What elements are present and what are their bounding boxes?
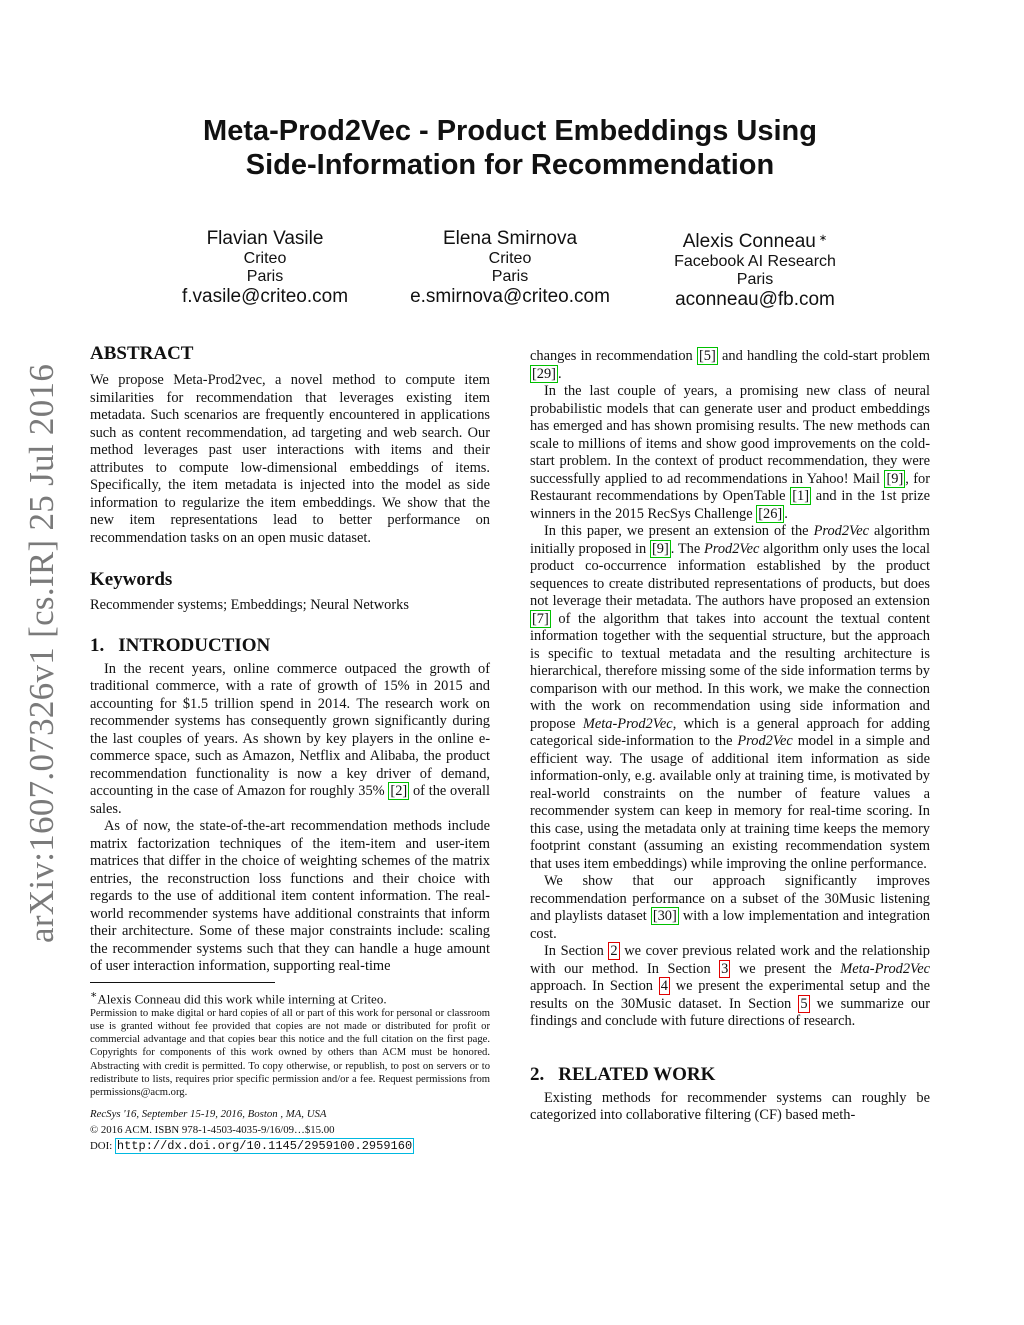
- text-run: In this paper, we present an extension of the: [544, 523, 814, 539]
- intro-paragraph-2: As of now, the state-of-the-art recommendation methods include matrix factorization techniques of the item-item and user-item matrices that differ in the choice of weighting schemes of the matrix entries, the reconstruction loss functions and their choice with regards to the use of additional item content information. The real-world recommender systems have additional constraints that inform their architecture. Some of these major constraints include: scaling the recommender systems such that they can handle a huge amount of user interaction information, supporting real-time: [90, 818, 490, 974]
- keywords-text: Recommender systems; Embeddings; Neural Networks: [90, 597, 409, 613]
- section-link[interactable]: 2: [610, 943, 618, 959]
- text-run: we present the experimental setup and the results on the 30Music dataset. In Section: [530, 978, 930, 1012]
- citation-link[interactable]: [5]: [698, 348, 716, 364]
- left-column: [90, 343, 490, 1154]
- text-run: with a low implementation and integration cost.: [530, 908, 930, 942]
- method-name: Prod2Vec: [813, 523, 870, 539]
- author-email: f.vasile@criteo.com: [181, 286, 349, 307]
- related-work-text: Existing methods for recommender systems can roughly be categorized into collaborative filtering (CF) based meth-: [530, 1089, 930, 1123]
- author-block-3: [630, 228, 880, 311]
- author-affiliation: Facebook AI Research: [674, 253, 836, 270]
- text-run: In the last couple of years, a promising new class of neural probabilistic models that can generate user and product embeddings has emerged and has shown promising results. The new methods can scale to millions of items and show good improvements on the cold-start problem. In the context of product recommendation, they were successfully applied to ad recommendations in Yahoo! Mail: [530, 383, 930, 487]
- paper-title: [150, 114, 870, 182]
- doi-link[interactable]: http://dx.doi.org/10.1145/2959100.2959160: [116, 1139, 413, 1154]
- author-affiliation: Criteo: [488, 250, 532, 267]
- author-name: Flavian Vasile: [206, 228, 324, 249]
- text-run: and handling the cold-start problem: [717, 348, 930, 364]
- author-block-2: [385, 228, 635, 308]
- author-affiliation: Criteo: [243, 250, 287, 267]
- author-city: Paris: [736, 271, 774, 288]
- related-work-heading: [530, 1064, 930, 1086]
- introduction-heading: [90, 635, 490, 657]
- author-city: Paris: [246, 268, 284, 285]
- text-run: We show that our approach significantly improves recommendation performance on a subset of the 30Music listening and playlists dataset: [530, 873, 930, 924]
- citation-link[interactable]: [7]: [532, 610, 549, 627]
- author-email: aconneau@fb.com: [675, 289, 835, 310]
- section-link[interactable]: 5: [800, 995, 808, 1012]
- text-run: , for Restaurant recommendations by OpenTable: [530, 470, 931, 504]
- text-run: of the overall sales.: [90, 783, 490, 817]
- method-name: Meta-Prod2Vec: [582, 715, 673, 732]
- citation-link[interactable]: [30]: [652, 908, 677, 924]
- right-column: [530, 348, 930, 1125]
- text-run: we cover previous related work and the relationship with our method. In Section: [530, 943, 930, 977]
- text-run: we present the: [730, 960, 841, 977]
- text-run: . The: [670, 540, 704, 557]
- method-name: Meta-Prod2Vec: [840, 960, 931, 977]
- conference-info: RecSys '16, September 15-19, 2016, Boston , MA, USA: [90, 1108, 327, 1121]
- keywords-heading: Keywords: [90, 569, 173, 590]
- section-title: INTRODUCTION: [118, 634, 271, 656]
- right-paragraph-1: [530, 348, 930, 383]
- copyright-block: [90, 1106, 490, 1154]
- citation-link[interactable]: [29]: [532, 365, 556, 382]
- section-link[interactable]: 4: [660, 978, 668, 994]
- title-line-2: Side-Information for Recommendation: [245, 149, 775, 181]
- text-run: of the algorithm that takes into account the textual content information together with the sequential structure, but the approach is specific to textual metadata and the resulting architecture is hierarchical, therefore missing some of the side information terms by comparison with our method. In this work, we make the connection with the work on recommendation using side information and propose: [530, 610, 930, 732]
- footnote-mark: ∗: [90, 988, 98, 1001]
- text-run: changes in recommendation: [530, 348, 697, 364]
- text-run: In Section: [544, 943, 609, 959]
- section-link[interactable]: 3: [721, 960, 729, 977]
- footnote-rule: [90, 982, 275, 983]
- arxiv-identifier: arXiv:1607.07326v1 [cs.IR] 25 Jul 2016: [22, 363, 61, 943]
- text-run: , which is a general approach for adding categorical side-information to the: [530, 715, 930, 749]
- text-run: .: [557, 365, 562, 382]
- author-footnote-mark: ∗: [818, 233, 828, 244]
- copyright-info: © 2016 ACM. ISBN 978-1-4503-4035-9/16/09…$15.00: [90, 1124, 335, 1137]
- section-number: 2.: [530, 1063, 545, 1085]
- text-run: .: [784, 505, 788, 522]
- author-name: Alexis Conneau: [682, 231, 816, 252]
- right-paragraph-3: [530, 523, 930, 873]
- text-run: algorithm initially proposed in: [530, 523, 930, 557]
- section-title: RELATED WORK: [558, 1063, 716, 1085]
- text-run: we summarize our findings and conclude with future directions of research.: [530, 995, 930, 1029]
- right-paragraph-2: [530, 383, 930, 523]
- author-name: Elena Smirnova: [442, 228, 578, 249]
- citation-link[interactable]: [9]: [886, 470, 904, 487]
- citation-link[interactable]: [9]: [651, 540, 669, 557]
- abstract-text: We propose Meta-Prod2vec, a novel method to compute item similarities for recommendation that leverages existing item metadata. Such scenarios are frequently encountered in applications such as content recommendation, ad targeting and web search. Our method leverages past user interactions with items and their attributes to compute low-dimensional embeddings of items. Specifically, the item metadata is injected into the model as side information to regularize the item embeddings. We show that the new item representations lead to better performance on recommendation tasks on an open music dataset.: [90, 372, 490, 546]
- text-run: In the recent years, online commerce outpaced the growth of traditional commerce, with a rate of growth of 15% in 2015 and accounting for $1.5 trillion spend in 2014. The research work on recommender systems has consequently grown significantly during the last couples of years. As shown by key players in the online e-commerce space, such as Amazon, Netflix and Alibaba, the product recommendation functionality is now a key driver of demand, accounting in the case of Amazon for roughly 35%: [90, 660, 490, 799]
- footnote-text: Alexis Conneau did this work while interning at Criteo.: [97, 990, 387, 1006]
- citation-link[interactable]: [1]: [792, 488, 810, 504]
- permission-notice: Permission to make digital or hard copies of all or part of this work for personal or classroom use is granted without fee provided that copies are not made or distributed for profit or commercial advantage and that copies bear this notice and the full citation on the first page. Copyrights for components of this work owned by others than ACM must be honored. Abstracting with credit is permitted. To copy otherwise, or republish, to post on servers or to redistribute to lists, requires prior specific permission and/or a fee. Request permissions from permissions@acm.org.: [90, 1007, 490, 1099]
- intro-paragraph-1: [90, 661, 490, 819]
- right-paragraph-4: [530, 873, 930, 943]
- title-line-1: Meta-Prod2Vec - Product Embeddings Using: [203, 115, 817, 147]
- citation-link[interactable]: [26]: [758, 505, 783, 522]
- doi-label: DOI:: [90, 1140, 115, 1153]
- text-run: approach. In Section: [530, 978, 659, 994]
- author-block-1: [140, 228, 390, 308]
- text-run: model in a simple and efficient way. The usage of additional item information as side information-only, e.g. available only at training time, is motivated by real-world constraints on the number of feature values a recommender system can keep in memory for real-time scoring. In this case, using the metadata only at training time keeps the memory footprint constant (assuming an existing recommendation system that uses item embeddings) while improving the online performance.: [530, 733, 930, 872]
- citation-link[interactable]: [2]: [390, 783, 408, 799]
- doi-line: [90, 1138, 490, 1154]
- text-run: and in the 1st prize winners in the 2015 RecSys Challenge: [530, 488, 930, 522]
- right-paragraph-5: [530, 943, 930, 1031]
- footnote: [90, 987, 490, 1007]
- author-city: Paris: [491, 268, 529, 285]
- method-name: Prod2Vec: [737, 733, 793, 749]
- abstract-heading: ABSTRACT: [90, 343, 194, 364]
- section-number: 1.: [90, 634, 105, 656]
- text-run: algorithm only uses the local product co-occurrence information established by the product sequences to create distributed representations of products, but does not leverage their metadata. The authors have proposed an extension: [530, 540, 931, 609]
- author-email: e.smirnova@criteo.com: [410, 286, 610, 307]
- method-name: Prod2Vec: [703, 540, 760, 557]
